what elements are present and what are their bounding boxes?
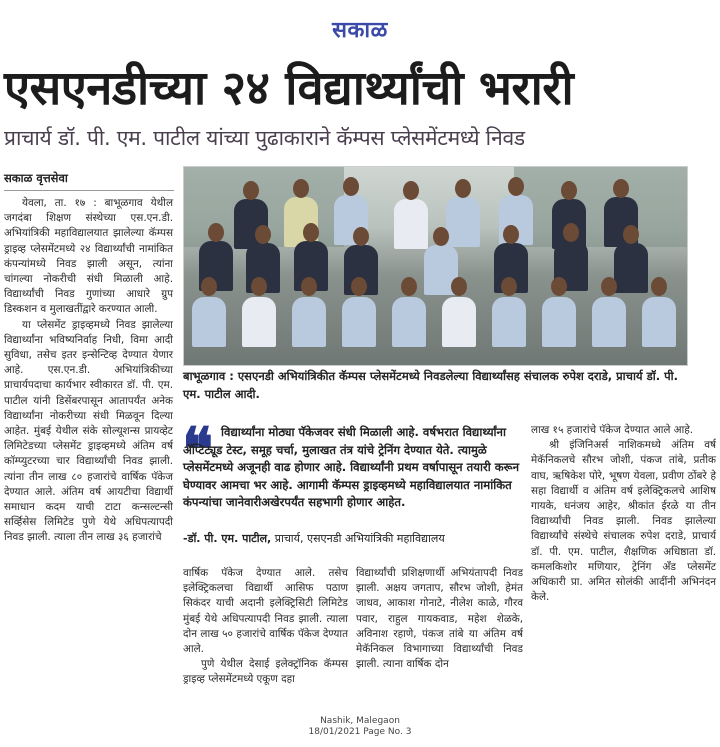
subheadline: प्राचार्य डॉ. पी. एम. पाटील यांच्या पुढाकाराने कॅम्पस प्लेसमेंटमध्ये निवड <box>4 126 525 150</box>
pull-quote-text: विद्यार्थ्यांना मोठ्या पॅकेजवर संधी मिळाली आहे. वर्षभरात विद्यार्थ्यांना ॲप्टिट्यूड टेस्ट, समूह चर्चा, मुलाखत तंत्र यांचे ट्रेनिंग देण्यात येते. त्यामुळे प्लेसमेंटमध्ये अजूनही वाढ होणार आहे. विद्यार्थ्यांनी प्रथम वर्षापासून तयारी करून घेण्यावर आमचा भर आहे. आगामी कॅम्पस ड्राइव्हमध्ये महाविद्यालयात नामांकित कंपन्यांचा जानेवारीअखेरपर्यंत सहभागी होणार आहेत. <box>183 425 520 510</box>
headline: एसएनडीच्या २४ विद्यार्थ्यांची भरारी <box>4 61 574 116</box>
paragraph: श्री इंजिनिअर्स नाशिकमध्ये अंतिम वर्ष मेकॅनिकलचे सौरभ जोशी, पंकज तांबे, प्रतीक वाघ, ऋषिकेश पोरे, भूषण येवला, प्रवीण ठोंबरे हे सहा विद्यार्थी व अंतिम वर्ष इलेक्ट्रिकलचे आशिष गायके, धनंजय आहेर, श्रीकांत ईरळे या तीन विद्यार्थ्यांची निवड झाली. निवड झालेल्या विद्यार्थ्यांचे संस्थेचे संचालक रुपेश दराडे, प्राचार्य डॉ. पी. एम. पाटील, शैक्षणिक अधिष्ठाता डॉ. कमलकिशोर मणियार, ट्रेनिंग अँड प्लेसमेंट अधिकारी प्रा. अमित सोलंकी आदींनी अभिनंदन केले. <box>531 439 716 604</box>
page-footer <box>0 716 720 738</box>
photo-caption: बाभूळगाव : एसएनडी अभियांत्रिकीत कॅम्पस प्लेसमेंटमध्ये निवडलेल्या विद्यार्थ्यांसह संचालक रुपेश दराडे, प्राचार्य डॉ. पी. एम. पाटील आदी. <box>183 369 678 401</box>
quote-mark-icon: ❝ <box>182 415 214 483</box>
paragraph: लाख १५ हजारांचे पॅकेज देण्यात आले आहे. <box>531 424 694 436</box>
masthead-logo: सकाळ <box>332 17 388 43</box>
quote-author: -डॉ. पी. एम. पाटील, <box>183 532 272 545</box>
paragraph: येवला, ता. १७ : बाभूळगाव येथील जगदंबा शिक्षण संस्थेच्या एस.एन.डी. अभियांत्रिकी महाविद्यालयात झालेल्या कॅम्पस ड्राइव्ह प्लेसमेंटमध्ये २४ विद्यार्थ्यांची नामांकित कंपन्यांमध्ये निवड झाली असून, त्यांना चांगल्या नोकरीची संधी मिळाली आहे. विद्यार्थ्यांची निवड गुणांच्या आधारे ग्रुप डिस्कशन व मुलाखतींद्वारे करण्यात आली. <box>4 197 173 316</box>
article-column-1 <box>4 196 173 546</box>
paragraph: विद्यार्थ्यांची प्रशिक्षणार्थी अभियंतापदी निवड झाली. अक्षय जगताप, सौरभ जोशी, हेमंत जाधव, आकाश गोनाटे, नीलेश काळे, गौरव पवार, राहुल गायकवाड, महेश शेळके, अविनाश रहाणे, पंकज तांबे या अंतिम वर्ष मेकॅनिकल विभागाच्या विद्यार्थ्यांची निवड झाली. त्याना वार्षिक दोन <box>356 567 523 671</box>
article-column-4 <box>531 423 716 605</box>
group-photo <box>183 166 688 366</box>
article-column-2 <box>183 566 348 688</box>
byline: सकाळ वृत्तसेवा <box>4 171 68 185</box>
article-column-3 <box>356 566 523 672</box>
edition-label: Nashik, Malegaon <box>320 716 400 726</box>
pull-quote <box>183 424 523 512</box>
paragraph: वार्षिक पॅकेज देण्यात आले. तसेच इलेक्ट्रिकलचा विद्यार्थी आसिफ पठाण सिकंदर याची अदानी इलेक्ट्रिसिटी लिमिटेड मुंबई येथे अधिपत्यापदी निवड झाली. त्याला दोन लाख ५० हजारांचे वार्षिक पॅकेज देण्यात आले. <box>183 567 348 656</box>
byline-divider <box>4 190 174 191</box>
quote-author-role: प्राचार्य, एसएनडी अभियांत्रिकी महाविद्यालय <box>274 532 445 545</box>
date-page-label: 18/01/2021 Page No. 3 <box>308 727 412 737</box>
quote-attribution <box>183 531 523 547</box>
paragraph: पुणे येथील देसाई इलेक्ट्रॉनिक कॅम्पस ड्राइव्ह प्लेसमेंटमध्ये एकूण दहा <box>183 658 348 686</box>
paragraph: या प्लेसमेंट ड्राइव्हमध्ये निवड झालेल्या विद्यार्थ्यांना भविष्यनिर्वाह निधी, विमा आदी सुविधा, तसेच इतर इन्सेन्टिव्ह देण्यात येणार आहे. एस.एन.डी. अभियांत्रिकीच्या प्राचार्यपदाचा कार्यभार स्वीकारत डॉ. पी. एम. पाटील यांनी डिसेंबरपासून आतापर्यंत अनेक विद्यार्थ्यांना नोकरीच्या संधी मिळवून दिल्या आहेत. मुंबई येथील संके सोल्यूशन्स प्रायव्हेट लिमिटेडच्या प्लेसमेंट ड्राइव्हमध्ये अंतिम वर्ष कॉम्प्युटरच्या चार विद्यार्थ्यांची निवड झाली. त्यांना तीन लाख ८० हजारांचे वार्षिक पॅकेज देण्यात आले. अंतिम वर्ष आयटीचा विद्यार्थी समाधान कदम याची टाटा कन्सल्टन्सी सर्व्हिसेस लिमिटेड पुणे येथे अधिपत्यापदी निवड झाली. त्याला तीन लाख ३६ हजारांचे <box>4 318 173 544</box>
